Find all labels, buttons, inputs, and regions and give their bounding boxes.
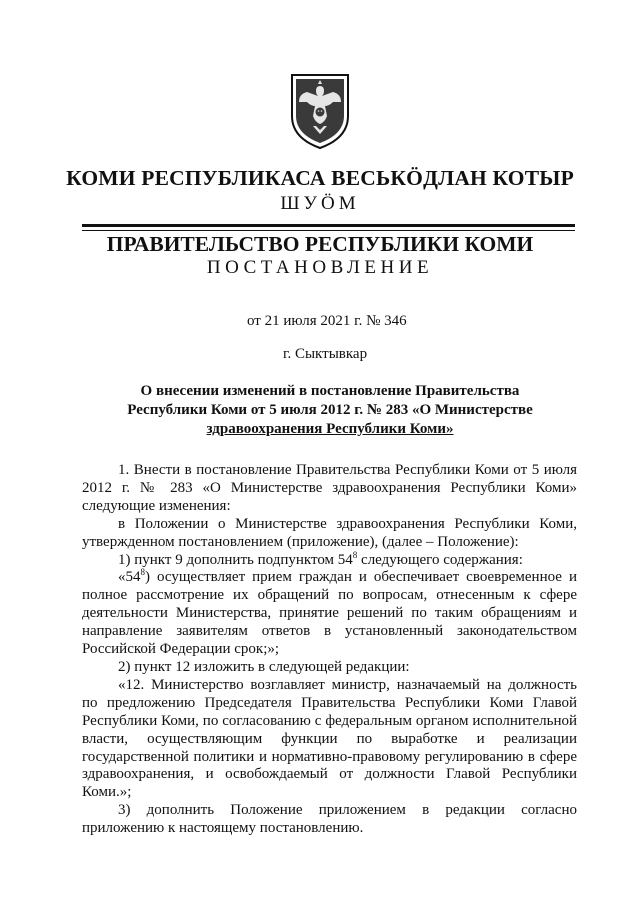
document-body: [82, 462, 577, 838]
paragraph-3-text-b: следующего содержания:: [357, 551, 523, 568]
paragraph-3-text-a: 1) пункт 9 дополнить подпунктом 54: [118, 551, 353, 568]
paragraph-4-text-a: «54: [118, 569, 141, 586]
subject-line-1: О внесении изменений в постановление Правительства: [140, 383, 520, 399]
paragraph-4-text-b: ) осуществляет прием граждан и обеспечивает своевременное и полное рассмотрение их обращений по вопросам, отнесенным к сфере деятельности Министерства, принятие решений по таким обращениям и направление заявителям ответов в установленный законодательством Российской Федерации срок;»;: [82, 569, 577, 658]
paragraph-1: 1. Внести в постановление Правительства Республики Коми от 5 июля 2012 г. № 283 «О Министерстве здравоохранения Республики Коми» следующие изменения:: [82, 462, 577, 514]
paragraph-4-superscript: 8: [140, 567, 145, 578]
paragraph-3-superscript: 8: [352, 549, 358, 560]
subject-line-3: здравоохранения Республики Коми»: [206, 421, 454, 437]
paragraph-6: «12. Министерство возглавляет министр, назначаемый на должность по предложению Председателя Правительства Республики Коми Главой Республики Коми, по согласованию с федеральным органом исполнительной власти, осуществляющим функции по выработке и реализации государственной политики и нормативно-правовому регулированию в сфере здравоохранения, и освобождаемый от должности Главой Республики Коми.»;: [82, 676, 577, 801]
document-date-number: от 21 июля 2021 г. № 346: [247, 313, 407, 329]
komi-language-title: КОМИ РЕСПУБЛИКАСА ВЕСЬКÖДЛАН КОТЫР: [66, 166, 574, 190]
paragraph-4: [82, 569, 577, 659]
document-city: г. Сыктывкар: [283, 346, 368, 362]
paragraph-7: 3) дополнить Положение приложением в редакции согласно приложению к настоящему постановлению.: [82, 802, 577, 837]
subject-line-2: Республики Коми от 5 июля 2012 г. № 283 «О Министерстве: [127, 402, 533, 418]
header-divider-thick: [82, 224, 575, 227]
document-type-heading: ПОСТАНОВЛЕНИЕ: [206, 257, 434, 278]
komi-coat-of-arms-icon: [289, 72, 351, 150]
header-divider-thin: [82, 230, 575, 231]
paragraph-3: [82, 549, 577, 570]
paragraph-5: 2) пункт 12 изложить в следующей редакции:: [118, 658, 410, 675]
paragraph-2: в Положении о Министерстве здравоохранения Республики Коми, утвержденном постановлением (приложение), (далее – Положение):: [82, 515, 577, 550]
government-title: ПРАВИТЕЛЬСТВО РЕСПУБЛИКИ КОМИ: [106, 232, 534, 256]
shuom-heading: ШУÖМ: [280, 193, 360, 214]
document-subject: [120, 382, 540, 439]
